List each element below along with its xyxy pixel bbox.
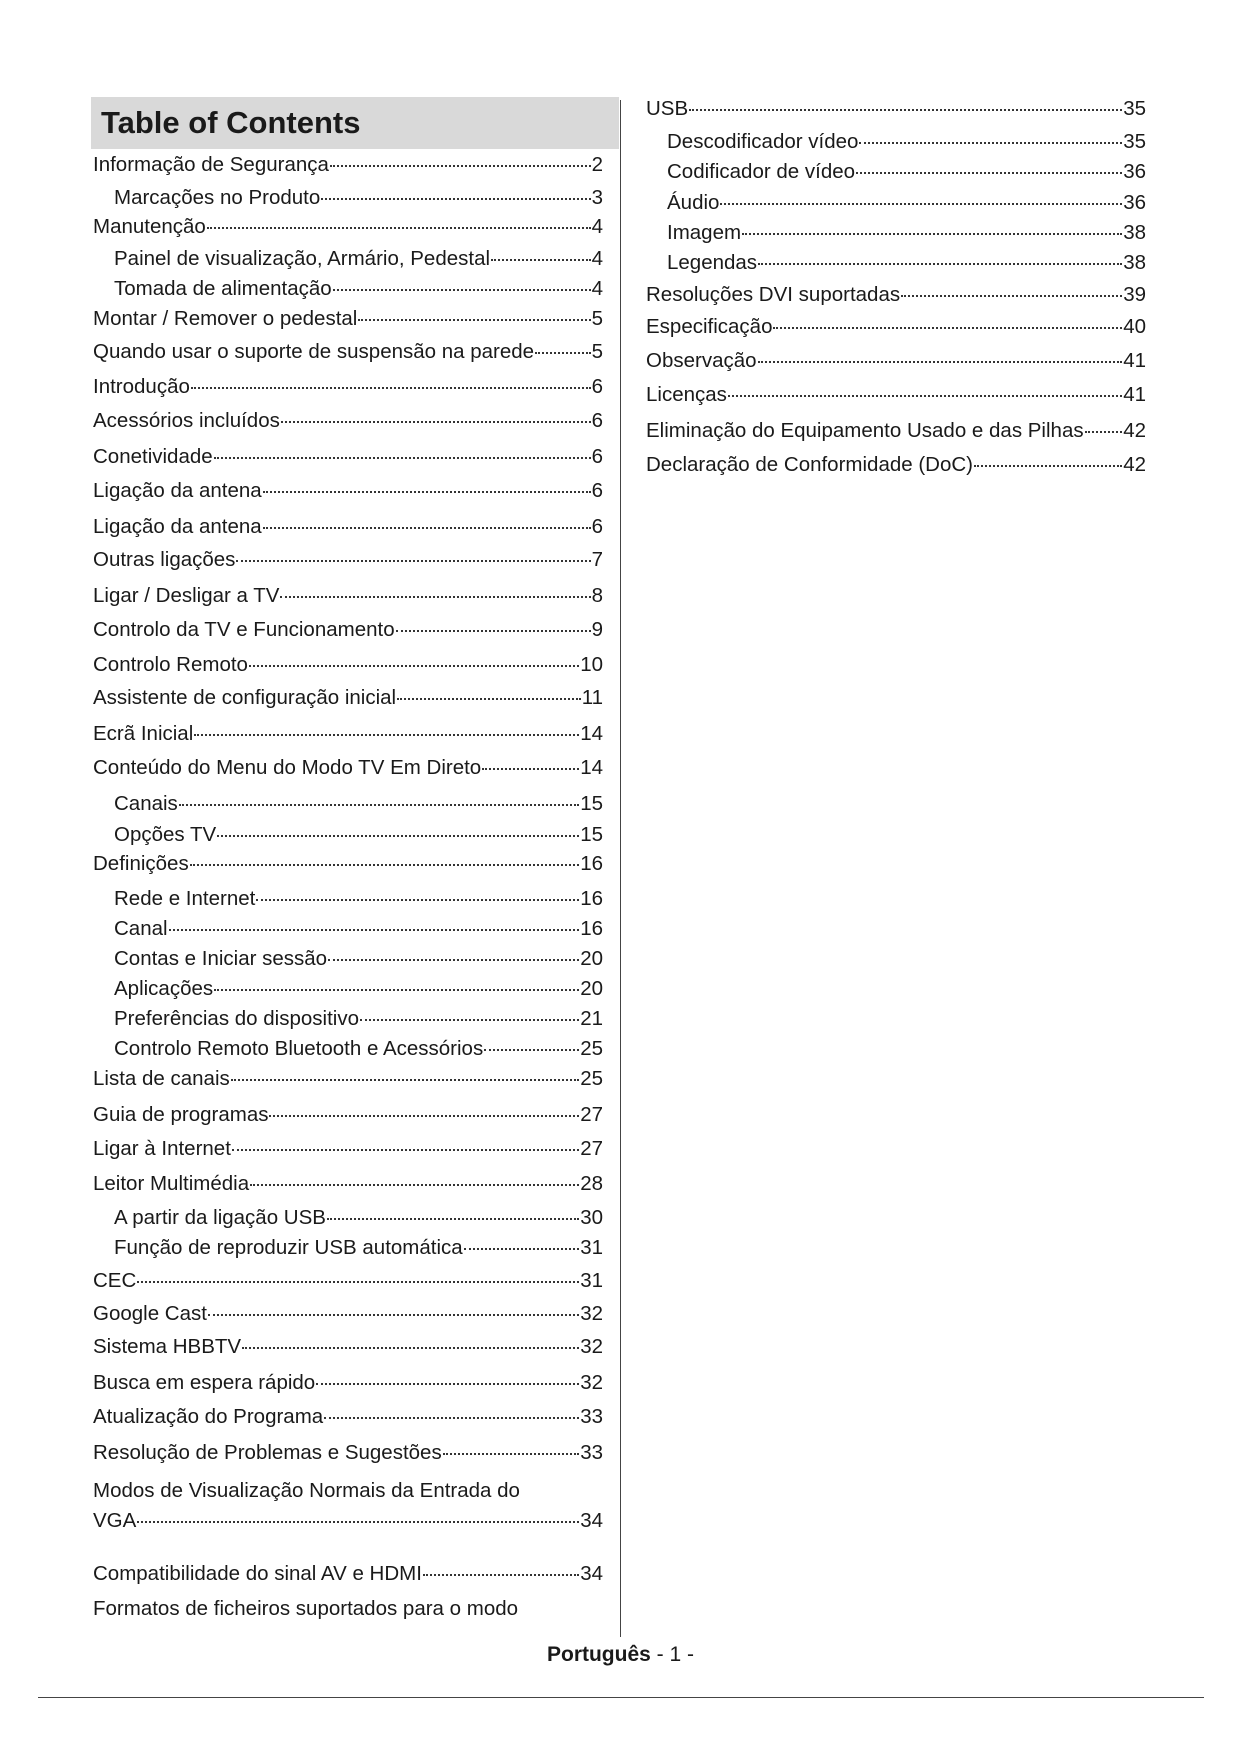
toc-left-last-entry[interactable]: Formatos de ficheiros suportados para o modo — [93, 1597, 519, 1620]
entry-title: Conetividade — [93, 445, 213, 468]
entry-page-number: 4 — [591, 277, 603, 300]
dot-leader — [280, 596, 590, 598]
dot-leader — [231, 1079, 579, 1081]
dot-leader — [974, 465, 1122, 467]
entry-title: Opções TV — [114, 823, 217, 846]
entry-title: Assistente de configuração inicial — [93, 686, 397, 709]
entry-title: Canais — [114, 792, 178, 815]
dot-leader — [316, 1383, 579, 1385]
entry-title-line2 — [93, 1509, 603, 1533]
dot-leader — [236, 560, 590, 562]
entry-title: VGA — [93, 1509, 137, 1532]
toc-right-entry[interactable] — [646, 97, 1146, 121]
dot-leader — [250, 1184, 579, 1186]
dot-leader — [249, 665, 579, 667]
toc-left-entry[interactable] — [93, 618, 603, 642]
dot-leader — [396, 630, 591, 632]
entry-page-number: 16 — [580, 887, 603, 910]
dot-leader — [330, 165, 591, 167]
dot-leader — [217, 835, 579, 837]
entry-title: Marcações no Produto — [114, 186, 321, 209]
entry-page-number: 25 — [580, 1067, 603, 1090]
toc-right-entry[interactable] — [646, 419, 1146, 443]
toc-left-entry[interactable] — [114, 277, 603, 301]
entry-page-number: 42 — [1123, 453, 1146, 476]
entry-title: Ecrã Inicial — [93, 722, 194, 745]
entry-title: Função de reproduzir USB automática — [114, 1236, 463, 1259]
entry-page-number: 3 — [591, 186, 603, 209]
entry-title: Ligar à Internet — [93, 1137, 231, 1160]
dot-leader — [191, 387, 591, 389]
toc-right-entry[interactable] — [667, 251, 1146, 275]
dot-leader — [491, 259, 591, 261]
entry-page-number: 36 — [1123, 160, 1146, 183]
entry-page-number: 32 — [580, 1371, 603, 1394]
dot-leader — [464, 1248, 580, 1250]
dot-leader — [269, 1115, 579, 1117]
entry-page-number: 14 — [580, 756, 603, 779]
entry-title: Aplicações — [114, 977, 214, 1000]
entry-title: Conteúdo do Menu do Modo TV Em Direto — [93, 756, 482, 779]
entry-page-number: 39 — [1123, 283, 1146, 306]
dot-leader — [360, 1019, 579, 1021]
dot-leader — [327, 1218, 579, 1220]
dot-leader — [423, 1574, 579, 1576]
toc-left-entry[interactable] — [93, 1269, 603, 1293]
toc-title: Table of Contents — [91, 97, 619, 149]
entry-title: Definições — [93, 852, 189, 875]
toc-right-entry[interactable] — [667, 191, 1146, 215]
dot-leader — [397, 698, 581, 700]
dot-leader — [689, 109, 1122, 111]
toc-left-entry[interactable] — [114, 977, 603, 1001]
entry-page-number: 21 — [580, 1007, 603, 1030]
entry-page-number: 6 — [591, 515, 603, 538]
toc-left-entry[interactable] — [93, 722, 603, 746]
entry-title: Eliminação do Equipamento Usado e das Pilhas — [646, 419, 1084, 442]
entry-page-number: 9 — [591, 618, 603, 641]
entry-page-number: 16 — [580, 917, 603, 940]
entry-title: Ligar / Desligar a TV — [93, 584, 280, 607]
toc-left-entry[interactable] — [114, 1206, 603, 1230]
entry-page-number: 20 — [580, 947, 603, 970]
toc-left-entry[interactable] — [114, 247, 603, 271]
dot-leader — [324, 1417, 579, 1419]
toc-left-entry[interactable] — [114, 947, 603, 971]
entry-title: Declaração de Conformidade (DoC) — [646, 453, 974, 476]
toc-left-entry[interactable] — [93, 340, 603, 364]
entry-page-number: 6 — [591, 445, 603, 468]
dot-leader — [263, 527, 591, 529]
entry-page-number: 34 — [580, 1562, 603, 1585]
toc-right-entry[interactable] — [646, 349, 1146, 373]
entry-title: Outras ligações — [93, 548, 236, 571]
entry-title: Ligação da antena — [93, 479, 262, 502]
dot-leader — [214, 989, 579, 991]
dot-leader — [773, 327, 1122, 329]
entry-page-number: 6 — [591, 479, 603, 502]
entry-page-number: 28 — [580, 1172, 603, 1195]
toc-left-entry[interactable] — [114, 917, 603, 941]
entry-title: A partir da ligação USB — [114, 1206, 326, 1229]
toc-right-entry[interactable] — [667, 221, 1146, 245]
entry-title: Ligação da antena — [93, 515, 262, 538]
entry-title: Busca em espera rápido — [93, 1371, 316, 1394]
entry-title: Controlo da TV e Funcionamento — [93, 618, 395, 641]
toc-right-entry[interactable] — [667, 130, 1146, 154]
entry-page-number: 42 — [1123, 419, 1146, 442]
dot-leader — [263, 491, 591, 493]
dot-leader — [728, 395, 1122, 397]
toc-left-entry[interactable] — [114, 823, 603, 847]
entry-title: Canal — [114, 917, 168, 940]
dot-leader — [208, 1314, 579, 1316]
entry-title: Licenças — [646, 383, 727, 406]
entry-page-number: 41 — [1123, 349, 1146, 372]
footer-page-number: - 1 - — [656, 1643, 695, 1666]
entry-page-number: 32 — [580, 1335, 603, 1358]
dot-leader — [137, 1521, 579, 1523]
toc-left-entry[interactable] — [93, 1371, 603, 1395]
dot-leader — [190, 864, 579, 866]
toc-left-entry[interactable] — [93, 1067, 603, 1091]
entry-title: Manutenção — [93, 215, 206, 238]
entry-page-number: 5 — [591, 307, 603, 330]
entry-title: Google Cast — [93, 1302, 207, 1325]
entry-title: Sistema HBBTV — [93, 1335, 242, 1358]
dot-leader — [194, 734, 579, 736]
entry-page-number: 11 — [581, 686, 603, 709]
entry-title: Áudio — [667, 191, 720, 214]
toc-left-entry[interactable] — [93, 584, 603, 608]
toc-left-entry[interactable] — [114, 1037, 603, 1061]
toc-left-entry[interactable] — [114, 1236, 603, 1260]
toc-right-entry[interactable] — [646, 383, 1146, 407]
entry-title: Observação — [646, 349, 757, 372]
entry-page-number: 35 — [1123, 130, 1146, 153]
entry-title: Tomada de alimentação — [114, 277, 332, 300]
toc-left-entry[interactable] — [93, 1562, 603, 1586]
toc-right-entry[interactable] — [646, 283, 1146, 307]
dot-leader — [169, 929, 580, 931]
dot-leader — [482, 768, 579, 770]
entry-page-number: 4 — [591, 215, 603, 238]
dot-leader — [856, 172, 1122, 174]
dot-leader — [1085, 431, 1123, 433]
entry-title: CEC — [93, 1269, 137, 1292]
entry-page-number: 35 — [1123, 97, 1146, 120]
dot-leader — [758, 263, 1122, 265]
footer-language: Português — [546, 1643, 651, 1666]
dot-leader — [742, 233, 1122, 235]
toc-left-entry[interactable] — [93, 515, 603, 539]
entry-title: Legendas — [667, 251, 758, 274]
toc-left-entry[interactable] — [114, 1007, 603, 1031]
toc-left-entry[interactable] — [93, 215, 603, 239]
dot-leader — [758, 361, 1123, 363]
dot-leader — [321, 198, 590, 200]
entry-title: Resoluções DVI suportadas — [646, 283, 901, 306]
entry-title: Atualização do Programa — [93, 1405, 324, 1428]
entry-page-number: 8 — [591, 584, 603, 607]
entry-page-number: 6 — [591, 375, 603, 398]
toc-right-entry[interactable] — [646, 315, 1146, 339]
toc-left-entry[interactable] — [93, 1335, 603, 1359]
entry-page-number: 31 — [580, 1236, 603, 1259]
entry-page-number: 38 — [1123, 221, 1146, 244]
toc-left-entry[interactable] — [114, 887, 603, 911]
entry-page-number: 15 — [580, 792, 603, 815]
dot-leader — [358, 319, 590, 321]
entry-title: Leitor Multimédia — [93, 1172, 250, 1195]
entry-page-number: 27 — [580, 1137, 603, 1160]
entry-page-number: 31 — [580, 1269, 603, 1292]
toc-left-entry[interactable] — [93, 1441, 603, 1465]
entry-title: Acessórios incluídos — [93, 409, 280, 432]
entry-title: Guia de programas — [93, 1103, 269, 1126]
column-divider — [620, 100, 621, 1637]
entry-page-number: 25 — [580, 1037, 603, 1060]
entry-page-number: 14 — [580, 722, 603, 745]
toc-left-column — [93, 97, 603, 1620]
toc-left-entry[interactable] — [93, 445, 603, 469]
entry-title: Especificação — [646, 315, 773, 338]
entry-title-line1: Modos de Visualização Normais da Entrada do — [93, 1479, 520, 1502]
toc-left-entry[interactable] — [93, 548, 603, 572]
toc-left-entry[interactable] — [93, 852, 603, 876]
entry-title: Compatibilidade do sinal AV e HDMI — [93, 1562, 422, 1585]
entry-page-number: 38 — [1123, 251, 1146, 274]
toc-left-entry[interactable] — [93, 375, 603, 399]
toc-left-entry[interactable] — [93, 1172, 603, 1196]
entry-page-number: 2 — [591, 153, 603, 176]
footer-rule — [38, 1697, 1204, 1698]
toc-left-entry[interactable] — [93, 1405, 603, 1429]
entry-page-number: 41 — [1123, 383, 1146, 406]
toc-left-entry[interactable] — [114, 792, 603, 816]
toc-left-entry[interactable] — [93, 153, 603, 177]
entry-page-number: 20 — [580, 977, 603, 1000]
entry-title: Resolução de Problemas e Sugestões — [93, 1441, 442, 1464]
entry-title: Descodificador vídeo — [667, 130, 859, 153]
entry-page-number: 33 — [580, 1405, 603, 1428]
entry-title: Informação de Segurança — [93, 153, 329, 176]
dot-leader — [333, 289, 591, 291]
entry-title: Contas e Iniciar sessão — [114, 947, 328, 970]
dot-leader — [256, 899, 579, 901]
entry-page-number: 10 — [580, 653, 603, 676]
entry-title: Controlo Remoto Bluetooth e Acessórios — [114, 1037, 484, 1060]
dot-leader — [281, 421, 591, 423]
entry-page-number: 33 — [580, 1441, 603, 1464]
entry-page-number: 40 — [1123, 315, 1146, 338]
dot-leader — [207, 227, 591, 229]
dot-leader — [242, 1347, 579, 1349]
entry-page-number: 15 — [580, 823, 603, 846]
dot-leader — [179, 804, 579, 806]
toc-right-entry[interactable] — [646, 453, 1146, 477]
page-footer — [0, 1643, 1241, 1667]
dot-leader — [720, 203, 1122, 205]
entry-title: Codificador de vídeo — [667, 160, 856, 183]
entry-title: USB — [646, 97, 689, 120]
entry-title: Introdução — [93, 375, 190, 398]
toc-left-entry[interactable] — [93, 307, 603, 331]
dot-leader — [535, 352, 591, 354]
toc-left-entry[interactable] — [114, 186, 603, 210]
entry-page-number: 6 — [591, 409, 603, 432]
entry-title: Controlo Remoto — [93, 653, 248, 676]
entry-page-number: 5 — [591, 340, 603, 363]
dot-leader — [901, 295, 1122, 297]
entry-title: Preferências do dispositivo — [114, 1007, 359, 1030]
dot-leader — [232, 1149, 579, 1151]
entry-page-number: 16 — [580, 852, 603, 875]
entry-page-number: 7 — [591, 548, 603, 571]
toc-left-entry[interactable] — [93, 1103, 603, 1127]
toc-right-entry[interactable] — [667, 160, 1146, 184]
dot-leader — [137, 1281, 579, 1283]
toc-left-entry[interactable] — [93, 409, 603, 433]
toc-left-entry[interactable] — [93, 1137, 603, 1161]
entry-page-number: 36 — [1123, 191, 1146, 214]
toc-left-entry[interactable] — [93, 479, 603, 503]
dot-leader — [214, 457, 591, 459]
entry-page-number: 30 — [580, 1206, 603, 1229]
toc-left-entry[interactable] — [93, 653, 603, 677]
entry-title: Quando usar o suporte de suspensão na parede — [93, 340, 535, 363]
entry-page-number: 4 — [591, 247, 603, 270]
entry-title: Montar / Remover o pedestal — [93, 307, 358, 330]
entry-title: Rede e Internet — [114, 887, 256, 910]
dot-leader — [484, 1049, 579, 1051]
dot-leader — [443, 1453, 579, 1455]
entry-page-number: 32 — [580, 1302, 603, 1325]
toc-left-wrapped-entry[interactable] — [93, 1479, 603, 1533]
entry-title: Painel de visualização, Armário, Pedestal — [114, 247, 491, 270]
entry-page-number: 27 — [580, 1103, 603, 1126]
toc-left-entry[interactable] — [93, 1302, 603, 1326]
toc-left-entry[interactable] — [93, 756, 603, 780]
entry-title: Imagem — [667, 221, 742, 244]
entry-page-number: 34 — [580, 1509, 603, 1532]
dot-leader — [328, 959, 579, 961]
dot-leader — [859, 142, 1122, 144]
entry-title: Lista de canais — [93, 1067, 230, 1090]
toc-left-entry[interactable] — [93, 686, 603, 710]
